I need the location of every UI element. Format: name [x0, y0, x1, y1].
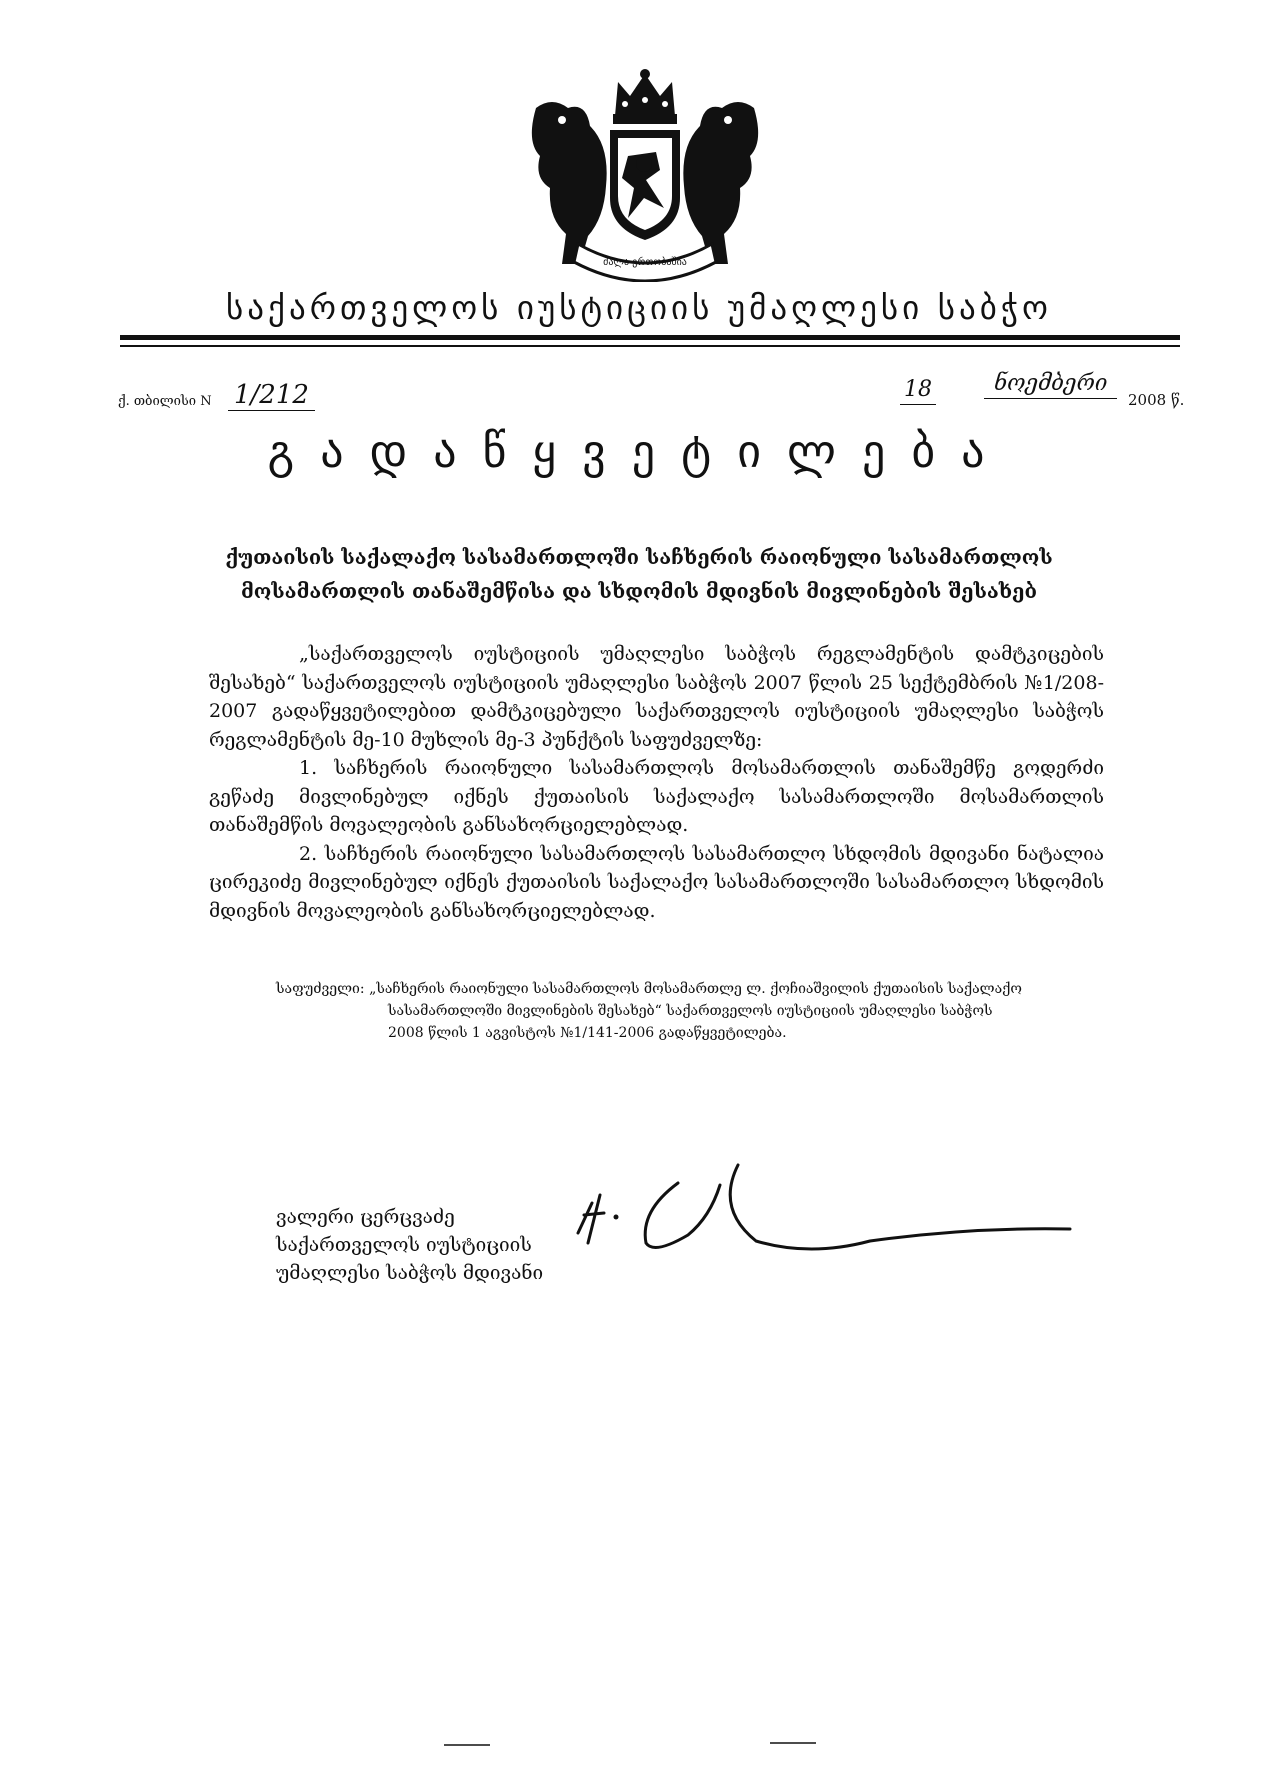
basis-note — [276, 978, 1104, 1044]
handwritten-signature-icon — [570, 1155, 1090, 1260]
council-name: საქართველოს იუსტიციის უმაღლესი საბჭო — [226, 288, 1052, 327]
date-year: 2008 წ. — [1128, 391, 1185, 409]
date-day: 18 — [900, 376, 936, 405]
decision-title: გადაწყვეტილება — [267, 424, 1011, 478]
header-rule-thin — [120, 345, 1180, 347]
signatory-title-line-1: საქართველოს იუსტიციის — [276, 1234, 532, 1256]
registration-label: ქ. თბილისი N — [118, 394, 212, 409]
basis-label: საფუძველი: — [276, 981, 365, 997]
item-paragraph-2: 2. საჩხერის რაიონული სასამართლოს სასამართლო სხდომის მდივანი ნატალია ცირეკიძე მივლინებულ იქნეს ქუთაისის საქალაქო სასამართლოში სასამართლო სხდომის მდივნის მოვალეობის განსახორციელებლად. — [209, 842, 1104, 922]
basis-line-1: „საჩხერის რაიონული სასამართლოს მოსამართლე ლ. ქოჩიაშვილის ქუთაისის საქალაქო — [369, 981, 1022, 997]
decision-body — [209, 640, 1104, 925]
item-paragraph-1: 1. საჩხერის რაიონული სასამართლოს მოსამართლის თანაშემწე გოდერძი გეწაძე მივლინებულ იქნეს ქუთაისის საქალაქო სასამართლოში მოსამართლის თანაშემწის მოვალეობის განსახორციელებლად. — [209, 757, 1104, 836]
signatory-name: ვალერი ცერცვაძე — [276, 1206, 455, 1228]
preamble-paragraph: „საქართველოს იუსტიციის უმაღლესი საბჭოს რეგლამენტის დამტკიცების შესახებ“ საქართველოს იუსტიციის უმაღლესი საბჭოს 2007 წლის 25 სექტემბრის №1/208-2007 გადაწყვეტილებით დამტკიცებული საქართველოს იუსტიციის უმაღლესი საბჭოს რეგლამენტის მე-10 მუხლის მე-3 პუნქტის საფუძველზე: — [209, 643, 1104, 751]
basis-line-3: 2008 წლის 1 აგვისტოს №1/141-2006 გადაწყვეტილება. — [388, 1025, 787, 1041]
decision-subject — [200, 540, 1078, 608]
footer-marks — [440, 1740, 860, 1750]
signatory-block — [276, 1203, 543, 1287]
coat-of-arms-icon — [518, 68, 772, 282]
registration-number: 1/212 — [228, 380, 315, 411]
signatory-title-line-2: უმაღლესი საბჭოს მდივანი — [276, 1262, 544, 1284]
header-rule-thick — [120, 335, 1180, 340]
emblem-motto: ძალა ერთობაშია — [603, 257, 687, 268]
subject-line-2: მოსამართლის თანაშემწისა და სხდომის მდივნის მივლინების შესახებ — [241, 579, 1037, 603]
basis-line-2: სასამართლოში მივლინების შესახებ“ საქართველოს იუსტიციის უმაღლესი საბჭოს — [388, 1003, 993, 1019]
subject-line-1: ქუთაისის საქალაქო სასამართლოში საჩხერის რაიონული სასამართლოს — [225, 545, 1053, 569]
date-month: ნოემბერი — [984, 370, 1117, 399]
